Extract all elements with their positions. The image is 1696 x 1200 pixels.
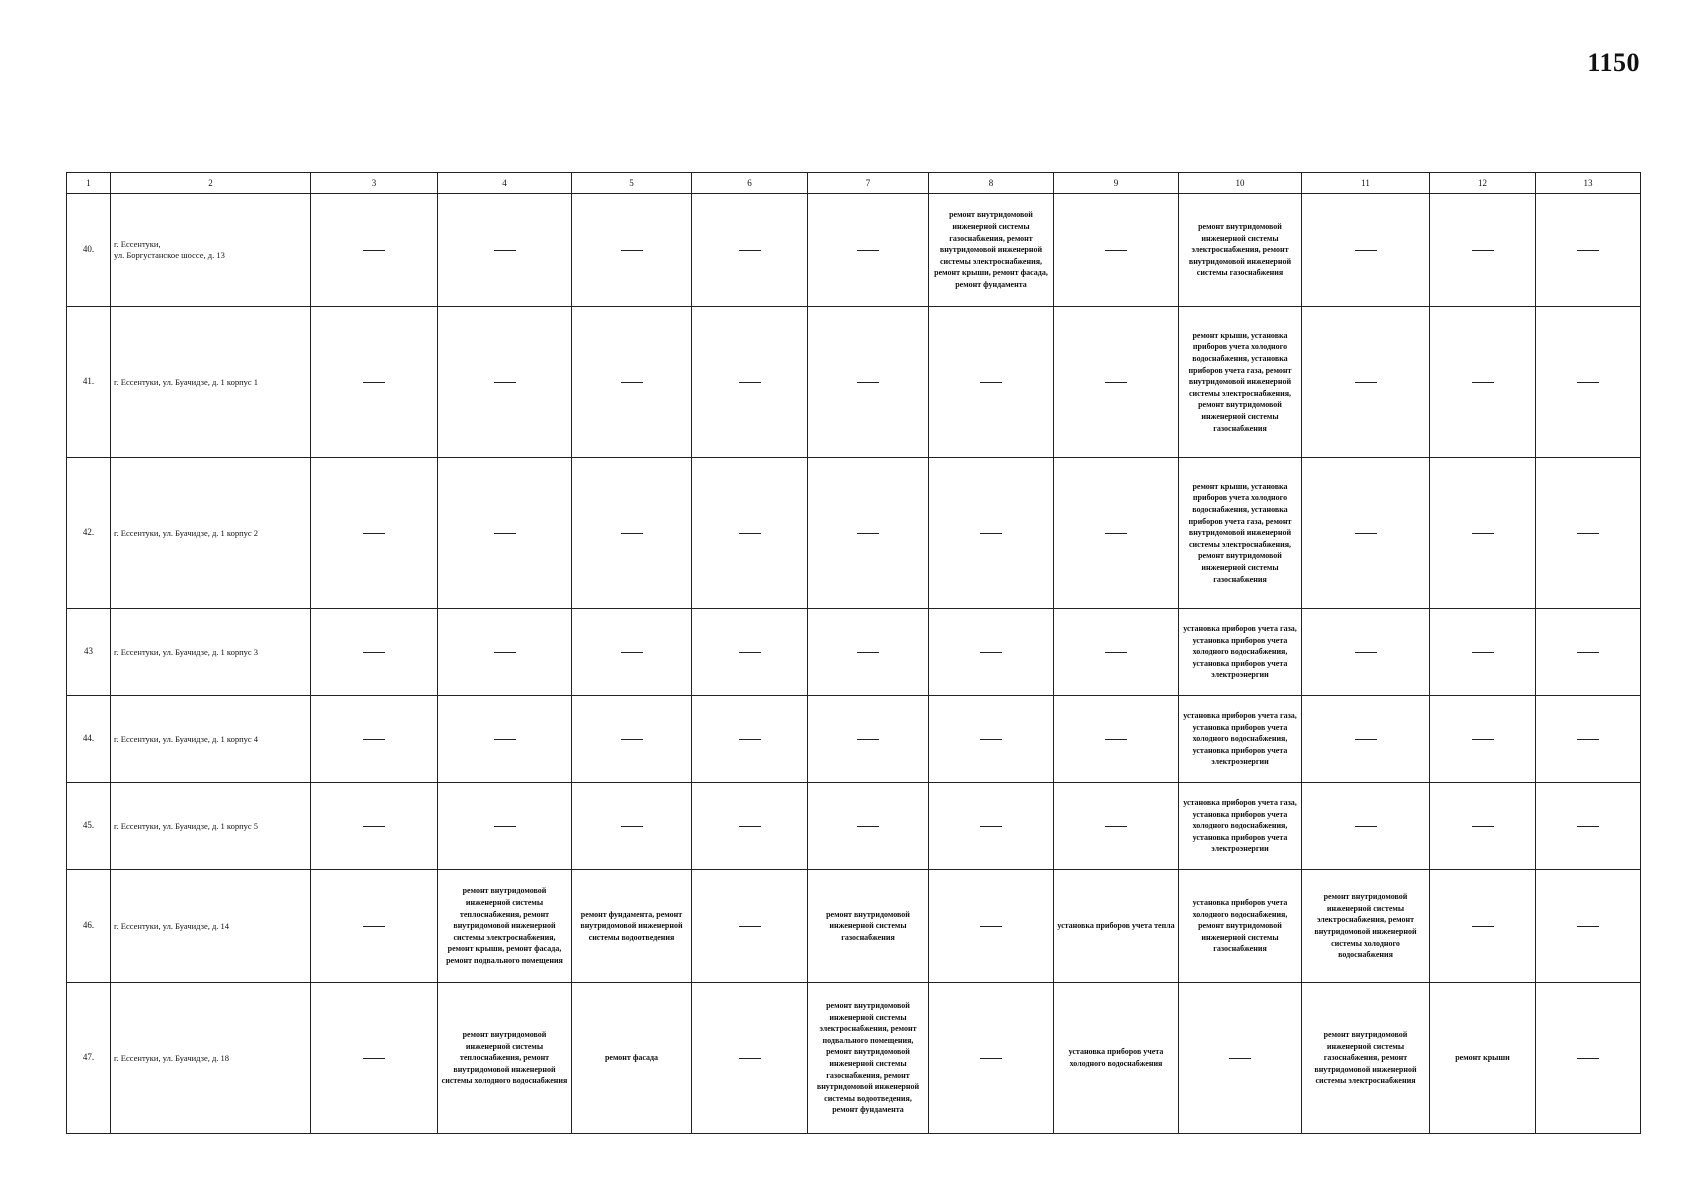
column-header: 2 [111,173,311,194]
empty-dash-cell [1302,609,1430,696]
dash-mark [739,382,761,383]
row-number: 45. [67,783,111,870]
empty-dash-cell [692,870,808,983]
empty-dash-cell [808,458,929,609]
dash-mark [621,826,643,827]
address-cell: г. Ессентуки, ул. Буачидзе, д. 1 корпус 3 [111,609,311,696]
empty-dash-cell [1179,983,1302,1134]
empty-dash-cell [1536,983,1641,1134]
dash-mark [857,533,879,534]
dash-mark [857,652,879,653]
column-number-row [67,173,1641,194]
dash-mark [739,533,761,534]
address-cell: г. Ессентуки, ул. Буачидзе, д. 14 [111,870,311,983]
empty-dash-cell [1430,870,1536,983]
column-header: 10 [1179,173,1302,194]
empty-dash-cell [692,696,808,783]
dash-mark [1105,533,1127,534]
address-cell: г. Ессентуки, ул. Буачидзе, д. 1 корпус 1 [111,307,311,458]
dash-mark [494,382,516,383]
empty-dash-cell [311,783,438,870]
dash-mark [1577,533,1599,534]
dash-mark [363,382,385,383]
work-type-cell: установка приборов учета тепла [1054,870,1179,983]
work-type-cell: установка приборов учета холодного водоснабжения, ремонт внутридомовой инженерной системы газоснабжения [1179,870,1302,983]
dash-mark [621,250,643,251]
column-header: 8 [929,173,1054,194]
column-header: 9 [1054,173,1179,194]
empty-dash-cell [929,307,1054,458]
empty-dash-cell [1302,194,1430,307]
row-number: 41. [67,307,111,458]
dash-mark [1472,533,1494,534]
dash-mark [980,652,1002,653]
dash-mark [621,652,643,653]
dash-mark [1472,382,1494,383]
empty-dash-cell [572,458,692,609]
work-type-cell: ремонт внутридомовой инженерной системы газоснабжения, ремонт внутридомовой инженерной системы электроснабжения [1302,983,1430,1134]
row-number: 40. [67,194,111,307]
dash-mark [1355,533,1377,534]
empty-dash-cell [311,194,438,307]
empty-dash-cell [929,458,1054,609]
empty-dash-cell [808,783,929,870]
work-type-cell: установка приборов учета газа, установка приборов учета холодного водоснабжения, установка приборов учета электроэнергии [1179,609,1302,696]
empty-dash-cell [692,307,808,458]
empty-dash-cell [1430,609,1536,696]
empty-dash-cell [1430,696,1536,783]
table-row [67,458,1641,609]
empty-dash-cell [311,870,438,983]
empty-dash-cell [929,870,1054,983]
work-type-cell: установка приборов учета газа, установка приборов учета холодного водоснабжения, установка приборов учета электроэнергии [1179,696,1302,783]
dash-mark [363,533,385,534]
empty-dash-cell [929,783,1054,870]
table-row [67,870,1641,983]
dash-mark [363,826,385,827]
address-cell: г. Ессентуки, ул. Боргустанское шоссе, д. 13 [111,194,311,307]
dash-mark [621,382,643,383]
empty-dash-cell [1430,783,1536,870]
empty-dash-cell [808,307,929,458]
address-cell: г. Ессентуки, ул. Буачидзе, д. 18 [111,983,311,1134]
column-header: 6 [692,173,808,194]
dash-mark [980,533,1002,534]
dash-mark [1472,652,1494,653]
work-type-cell: установка приборов учета газа, установка приборов учета холодного водоснабжения, установка приборов учета электроэнергии [1179,783,1302,870]
empty-dash-cell [1536,458,1641,609]
dash-mark [1105,826,1127,827]
empty-dash-cell [1302,307,1430,458]
empty-dash-cell [1302,458,1430,609]
dash-mark [1355,382,1377,383]
empty-dash-cell [808,696,929,783]
empty-dash-cell [438,194,572,307]
dash-mark [1472,926,1494,927]
address-cell: г. Ессентуки, ул. Буачидзе, д. 1 корпус 5 [111,783,311,870]
empty-dash-cell [1054,696,1179,783]
dash-mark [739,826,761,827]
dash-mark [1355,652,1377,653]
address-cell: г. Ессентуки, ул. Буачидзе, д. 1 корпус 2 [111,458,311,609]
dash-mark [1577,926,1599,927]
work-type-cell: ремонт внутридомовой инженерной системы газоснабжения [808,870,929,983]
empty-dash-cell [692,783,808,870]
empty-dash-cell [808,194,929,307]
dash-mark [1577,250,1599,251]
empty-dash-cell [1430,307,1536,458]
dash-mark [739,926,761,927]
work-type-cell: ремонт фасада [572,983,692,1134]
empty-dash-cell [808,609,929,696]
dash-mark [1472,826,1494,827]
work-type-cell: установка приборов учета холодного водоснабжения [1054,983,1179,1134]
dash-mark [857,826,879,827]
empty-dash-cell [1302,783,1430,870]
table-row [67,609,1641,696]
table-row [67,983,1641,1134]
work-type-cell: ремонт внутридомовой инженерной системы теплоснабжения, ремонт внутридомовой инженерной системы холодного водоснабжения [438,983,572,1134]
empty-dash-cell [311,696,438,783]
column-header: 12 [1430,173,1536,194]
dash-mark [857,382,879,383]
empty-dash-cell [572,307,692,458]
dash-mark [980,739,1002,740]
table-row [67,696,1641,783]
dash-mark [363,250,385,251]
dash-mark [1577,826,1599,827]
dash-mark [980,1058,1002,1059]
empty-dash-cell [1302,696,1430,783]
work-type-cell: ремонт внутридомовой инженерной системы теплоснабжения, ремонт внутридомовой инженерной системы электроснабжения, ремонт крыши, ремонт фасада, ремонт подвального помещения [438,870,572,983]
row-number: 46. [67,870,111,983]
work-type-cell: ремонт внутридомовой инженерной системы электроснабжения, ремонт внутридомовой инженерной системы газоснабжения [1179,194,1302,307]
dash-mark [857,739,879,740]
empty-dash-cell [311,307,438,458]
dash-mark [494,652,516,653]
column-header: 4 [438,173,572,194]
dash-mark [494,250,516,251]
dash-mark [494,739,516,740]
dash-mark [621,533,643,534]
work-type-cell: ремонт внутридомовой инженерной системы электроснабжения, ремонт внутридомовой инженерной системы холодного водоснабжения [1302,870,1430,983]
dash-mark [857,250,879,251]
dash-mark [1577,382,1599,383]
empty-dash-cell [1430,194,1536,307]
empty-dash-cell [929,983,1054,1134]
dash-mark [1229,1058,1251,1059]
dash-mark [1472,250,1494,251]
dash-mark [1105,250,1127,251]
column-header: 7 [808,173,929,194]
row-number: 42. [67,458,111,609]
dash-mark [739,652,761,653]
column-header: 13 [1536,173,1641,194]
empty-dash-cell [311,458,438,609]
dash-mark [980,826,1002,827]
dash-mark [1105,652,1127,653]
empty-dash-cell [1536,696,1641,783]
dash-mark [1577,1058,1599,1059]
empty-dash-cell [572,609,692,696]
row-number: 44. [67,696,111,783]
empty-dash-cell [1536,609,1641,696]
empty-dash-cell [692,194,808,307]
empty-dash-cell [311,609,438,696]
column-header: 5 [572,173,692,194]
empty-dash-cell [572,696,692,783]
table-row [67,194,1641,307]
dash-mark [1355,826,1377,827]
dash-mark [363,739,385,740]
empty-dash-cell [1430,458,1536,609]
empty-dash-cell [1536,783,1641,870]
empty-dash-cell [929,609,1054,696]
page-number: 1150 [1587,48,1640,77]
dash-mark [494,826,516,827]
dash-mark [621,739,643,740]
dash-mark [1577,652,1599,653]
empty-dash-cell [929,696,1054,783]
empty-dash-cell [692,983,808,1134]
dash-mark [363,926,385,927]
empty-dash-cell [438,609,572,696]
table-row [67,307,1641,458]
empty-dash-cell [1054,194,1179,307]
column-header: 1 [67,173,111,194]
dash-mark [1355,739,1377,740]
empty-dash-cell [1536,307,1641,458]
dash-mark [363,652,385,653]
empty-dash-cell [1054,609,1179,696]
empty-dash-cell [692,609,808,696]
dash-mark [494,533,516,534]
empty-dash-cell [438,783,572,870]
address-cell: г. Ессентуки, ул. Буачидзе, д. 1 корпус 4 [111,696,311,783]
work-type-cell: ремонт крыши [1430,983,1536,1134]
table-row [67,783,1641,870]
empty-dash-cell [1054,307,1179,458]
dash-mark [1105,382,1127,383]
column-header: 3 [311,173,438,194]
dash-mark [980,926,1002,927]
dash-mark [1355,250,1377,251]
repair-schedule-table [66,172,1641,1134]
work-type-cell: ремонт крыши, установка приборов учета холодного водоснабжения, установка приборов учета газа, ремонт внутридомовой инженерной системы электроснабжения, ремонт внутридомовой инженерной системы газоснабжения [1179,307,1302,458]
empty-dash-cell [572,783,692,870]
empty-dash-cell [1054,783,1179,870]
empty-dash-cell [692,458,808,609]
empty-dash-cell [1536,194,1641,307]
column-header: 11 [1302,173,1430,194]
empty-dash-cell [438,458,572,609]
empty-dash-cell [1054,458,1179,609]
dash-mark [1472,739,1494,740]
dash-mark [739,250,761,251]
row-number: 43 [67,609,111,696]
empty-dash-cell [438,307,572,458]
work-type-cell: ремонт фундамента, ремонт внутридомовой инженерной системы водоотведения [572,870,692,983]
work-type-cell: ремонт внутридомовой инженерной системы электроснабжения, ремонт подвального помещения, ремонт внутридомовой инженерной системы газоснабжения, ремонт внутридомовой инженерной системы водоотведения, ремонт фундамента [808,983,929,1134]
row-number: 47. [67,983,111,1134]
dash-mark [363,1058,385,1059]
dash-mark [980,382,1002,383]
dash-mark [739,1058,761,1059]
empty-dash-cell [1536,870,1641,983]
dash-mark [1105,739,1127,740]
dash-mark [1577,739,1599,740]
empty-dash-cell [572,194,692,307]
empty-dash-cell [438,696,572,783]
dash-mark [739,739,761,740]
work-type-cell: ремонт внутридомовой инженерной системы газоснабжения, ремонт внутридомовой инженерной системы электроснабжения, ремонт крыши, ремонт фасада, ремонт фундамента [929,194,1054,307]
work-type-cell: ремонт крыши, установка приборов учета холодного водоснабжения, установка приборов учета газа, ремонт внутридомовой инженерной системы электроснабжения, ремонт внутридомовой инженерной системы газоснабжения [1179,458,1302,609]
empty-dash-cell [311,983,438,1134]
table-body [67,194,1641,1134]
